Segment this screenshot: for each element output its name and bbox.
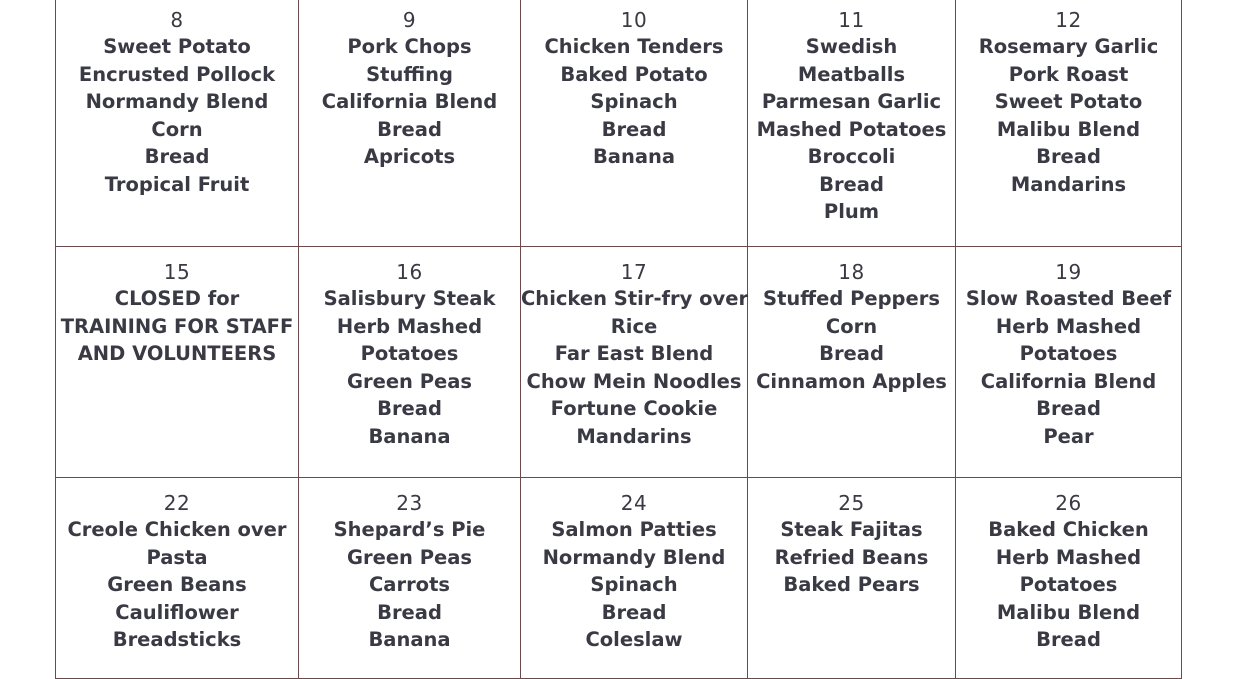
day-cell-content <box>56 0 298 198</box>
menu-calendar <box>55 0 1182 679</box>
menu-item: Tropical Fruit <box>104 172 250 196</box>
menu-item: Stuffing <box>366 62 453 86</box>
menu-item: Bread <box>601 117 667 141</box>
menu-item: Bread <box>819 172 884 196</box>
day-cell-content <box>299 0 520 171</box>
menu-item: Pasta <box>146 545 208 569</box>
day-cell <box>956 478 1182 679</box>
menu-item: Bread <box>144 145 210 168</box>
menu-item: California Blend <box>321 90 498 113</box>
menu-item: Spinach <box>590 573 678 596</box>
menu-item: Bread <box>819 342 884 365</box>
menu-item: Potatoes <box>360 342 459 365</box>
menu-item: Herb Mashed <box>995 545 1142 569</box>
menu-item: Baked Chicken <box>988 518 1149 541</box>
menu-item: Baked Pears <box>783 573 920 596</box>
day-number: 10 <box>620 8 648 32</box>
menu-item: Banana <box>592 145 676 168</box>
day-cell <box>56 0 299 247</box>
menu-item: Bread <box>377 397 442 420</box>
menu-item: Spinach <box>590 90 678 113</box>
day-cell-content <box>956 478 1181 654</box>
day-number: 22 <box>163 491 191 515</box>
menu-item: Chicken Stir-fry over <box>521 287 749 310</box>
menu-item: Rosemary Garlic <box>978 35 1159 58</box>
day-cell <box>748 247 956 478</box>
menu-item: CLOSED for <box>114 287 240 310</box>
day-cell <box>748 478 956 679</box>
day-cell-content <box>956 247 1181 450</box>
menu-item: Shepard’s Pie <box>333 518 486 541</box>
day-cell-content <box>299 478 520 654</box>
menu-item: Green Peas <box>346 369 473 393</box>
menu-item: Slow Roasted Beef <box>965 287 1172 310</box>
menu-item: Green Beans <box>107 573 247 596</box>
day-number: 24 <box>620 491 648 515</box>
menu-item: California Blend <box>980 369 1157 393</box>
day-number: 26 <box>1055 491 1082 515</box>
day-cell-content <box>56 478 298 654</box>
menu-item: Herb Mashed <box>336 314 483 338</box>
day-number: 15 <box>163 260 191 284</box>
menu-item: Bread <box>1036 397 1101 420</box>
menu-item: Cauliflower <box>115 600 239 624</box>
menu-item: Plum <box>823 200 880 223</box>
day-cell-content <box>299 247 520 450</box>
menu-item: Breadsticks <box>112 628 242 651</box>
menu-item: Steak Fajitas <box>780 518 923 541</box>
menu-item: Rice <box>610 314 658 338</box>
day-cell-content <box>521 0 747 171</box>
calendar-week-row <box>56 247 1182 478</box>
menu-item: Far East Blend <box>554 342 714 365</box>
menu-item: Sweet Potato <box>103 35 251 58</box>
menu-item: Broccoli <box>807 145 896 168</box>
menu-item: Parmesan Garlic <box>761 90 942 113</box>
menu-item: Creole Chicken over <box>67 518 287 541</box>
day-number: 19 <box>1055 260 1082 284</box>
menu-item: Corn <box>825 314 878 338</box>
day-cell-content <box>56 247 298 368</box>
menu-item: Encrusted Pollock <box>78 62 276 86</box>
menu-item: AND VOLUNTEERS <box>77 342 277 365</box>
menu-item: TRAINING FOR STAFF <box>60 314 294 338</box>
menu-item: Stuffed Peppers <box>763 287 940 310</box>
day-cell <box>299 0 521 247</box>
menu-item: Pork Roast <box>1008 62 1129 86</box>
day-number: 16 <box>396 260 423 284</box>
menu-item: Apricots <box>363 145 456 168</box>
menu-item: Mashed Potatoes <box>756 117 947 141</box>
day-cell <box>56 478 299 679</box>
menu-item: Banana <box>368 424 451 448</box>
calendar-week-row <box>56 0 1182 247</box>
day-cell-content <box>521 478 747 654</box>
day-number: 11 <box>838 8 865 32</box>
menu-item: Meatballs <box>797 62 906 86</box>
day-number: 12 <box>1055 8 1082 32</box>
menu-item: Cinnamon Apples <box>756 369 947 393</box>
day-number: 18 <box>838 260 865 284</box>
day-cell <box>521 478 748 679</box>
menu-item: Green Peas <box>346 545 473 569</box>
menu-item: Chicken Tenders <box>544 35 724 58</box>
day-number: 9 <box>402 8 417 32</box>
day-cell-content <box>521 247 747 450</box>
menu-item: Banana <box>368 628 451 651</box>
day-cell <box>56 247 299 478</box>
menu-item: Coleslaw <box>585 628 683 651</box>
menu-item: Potatoes <box>1019 573 1118 596</box>
day-cell <box>956 0 1182 247</box>
day-cell <box>299 478 521 679</box>
day-number: 17 <box>620 260 648 284</box>
day-cell-content <box>748 478 955 599</box>
day-cell <box>299 247 521 478</box>
menu-item: Fortune Cookie <box>550 397 718 420</box>
calendar-body <box>56 0 1182 679</box>
menu-item: Refried Beans <box>774 545 929 569</box>
day-number: 23 <box>396 491 423 515</box>
menu-item: Bread <box>601 600 667 624</box>
day-cell-content <box>748 0 955 226</box>
day-cell-content <box>956 0 1181 198</box>
day-cell <box>956 247 1182 478</box>
day-cell <box>521 247 748 478</box>
day-cell <box>748 0 956 247</box>
menu-item: Herb Mashed <box>995 314 1142 338</box>
day-number: 25 <box>838 491 865 515</box>
menu-item: Baked Potato <box>560 62 708 86</box>
menu-item: Potatoes <box>1019 342 1118 365</box>
menu-item: Swedish <box>805 35 898 58</box>
menu-item: Normandy Blend <box>542 545 726 569</box>
menu-item: Corn <box>151 117 203 141</box>
menu-item: Bread <box>1036 628 1101 651</box>
menu-item: Carrots <box>368 573 451 596</box>
menu-item: Pear <box>1043 424 1094 448</box>
menu-item: Malibu Blend <box>996 600 1141 624</box>
menu-item: Malibu Blend <box>996 117 1141 141</box>
day-number: 8 <box>170 8 184 32</box>
menu-item: Mandarins <box>576 424 692 448</box>
menu-item: Mandarins <box>1010 172 1127 196</box>
menu-item: Salisbury Steak <box>323 287 496 310</box>
menu-item: Bread <box>1036 145 1101 168</box>
day-cell <box>521 0 748 247</box>
menu-item: Bread <box>377 600 442 624</box>
day-cell-content <box>748 247 955 395</box>
menu-item: Sweet Potato <box>994 90 1143 113</box>
menu-item: Salmon Patties <box>551 518 717 541</box>
calendar-week-row <box>56 478 1182 679</box>
menu-item: Pork Chops <box>347 35 472 58</box>
menu-item: Bread <box>377 117 442 141</box>
menu-item: Chow Mein Noodles <box>526 369 742 393</box>
menu-item: Normandy Blend <box>85 90 269 113</box>
